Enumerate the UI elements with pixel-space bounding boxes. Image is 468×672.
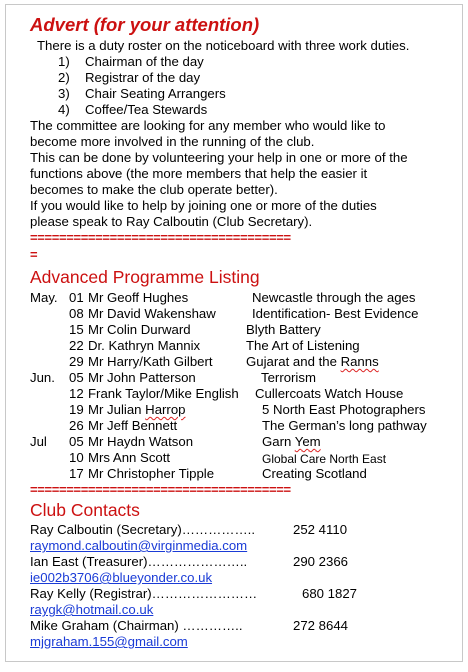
programme-topic: Blyth Battery xyxy=(246,322,321,337)
programme-topic: The Art of Listening xyxy=(246,338,360,353)
contact-phone: 680 1827 xyxy=(302,586,358,601)
programme-speaker: Mr Geoff Hughes xyxy=(88,290,189,305)
programme-speaker: Mrs Ann Scott xyxy=(88,450,171,465)
programme-title: Advanced Programme Listing xyxy=(30,267,260,287)
duty-item xyxy=(58,102,207,118)
duty-number: 3) xyxy=(58,86,70,101)
programme-day: 29 xyxy=(69,354,84,369)
programme-topic: Identification- Best Evidence xyxy=(252,306,419,321)
contact-phone: 290 2366 xyxy=(293,554,349,569)
contact-label: Ray Calboutin (Secretary)…………….. xyxy=(30,522,255,537)
separator-line: ==================================== xyxy=(30,230,291,245)
contact-phone: 272 8644 xyxy=(293,618,349,633)
programme-day: 22 xyxy=(69,338,84,353)
programme-topic-part: Garn xyxy=(262,434,295,449)
separator-line-tail: = xyxy=(30,247,38,262)
programme-speaker: Mr Harry/Kath Gilbert xyxy=(88,354,213,369)
advert-title: Advert (for your attention) xyxy=(30,14,260,35)
contact-phone: 252 4110 xyxy=(293,522,348,537)
programme-day: 10 xyxy=(69,450,84,465)
duty-number: 1) xyxy=(58,54,70,69)
advert-paragraph-line: become more involved in the running of the club. xyxy=(30,134,315,149)
programme-speaker: Mr Jeff Bennett xyxy=(88,418,178,433)
programme-day: 12 xyxy=(69,386,84,401)
programme-topic: Global Care North East xyxy=(262,452,387,466)
programme-speaker-part: Mr Julian xyxy=(88,402,146,417)
programme-day: 01 xyxy=(69,290,84,305)
duty-number: 4) xyxy=(58,102,70,117)
programme-topic xyxy=(262,434,321,450)
duty-text: Chairman of the day xyxy=(85,54,204,69)
programme-speaker: Dr. Kathryn Mannix xyxy=(88,338,201,353)
duty-number: 2) xyxy=(58,70,70,85)
programme-day: 19 xyxy=(69,402,84,417)
programme-topic xyxy=(246,354,379,370)
separator-line: ==================================== xyxy=(30,482,291,497)
programme-topic: Newcastle through the ages xyxy=(252,290,416,305)
duty-item xyxy=(58,86,226,102)
newsletter-page xyxy=(5,4,463,662)
programme-topic-part: Gujarat and the xyxy=(246,354,341,369)
duty-item xyxy=(58,70,200,86)
programme-month: May. xyxy=(30,290,58,305)
programme-speaker-part: Harrop xyxy=(145,402,186,417)
programme-speaker: Frank Taylor/Mike English xyxy=(88,386,239,401)
programme-day: 17 xyxy=(69,466,84,481)
programme-topic: The German’s long pathway xyxy=(262,418,427,433)
duty-text: Coffee/Tea Stewards xyxy=(85,102,208,117)
advert-paragraph-line: becomes to make the club operate better). xyxy=(30,182,278,197)
advert-paragraph-line: If you would like to help by joining one or more of the duties xyxy=(30,198,377,213)
programme-day: 26 xyxy=(69,418,84,433)
contact-email-link[interactable]: raymond.calboutin@virginmedia.com xyxy=(30,538,248,553)
programme-speaker: Mr Christopher Tipple xyxy=(88,466,215,481)
contact-email-link[interactable]: mjgraham.155@gmail.com xyxy=(30,634,188,649)
contact-label: Ian East (Treasurer)………………….. xyxy=(30,554,248,569)
programme-topic-part: Yem xyxy=(294,434,321,449)
advert-paragraph-line: The committee are looking for any member who would like to xyxy=(30,118,386,133)
programme-speaker: Mr David Wakenshaw xyxy=(88,306,216,321)
programme-day: 08 xyxy=(69,306,84,321)
programme-topic: 5 North East Photographers xyxy=(262,402,426,417)
programme-day: 15 xyxy=(69,322,84,337)
contact-label: Ray Kelly (Registrar)…………………… xyxy=(30,586,258,601)
programme-topic: Terrorism xyxy=(261,370,316,385)
duty-item xyxy=(58,54,204,70)
advert-paragraph-line: This can be done by volunteering your help in one or more of the xyxy=(30,150,408,165)
programme-day: 05 xyxy=(69,434,84,449)
programme-month: Jun. xyxy=(30,370,55,385)
programme-day: 05 xyxy=(69,370,84,385)
advert-intro: There is a duty roster on the noticeboard with three work duties. xyxy=(37,38,410,53)
duty-text: Registrar of the day xyxy=(85,70,201,85)
programme-speaker: Mr John Patterson xyxy=(88,370,196,385)
advert-paragraph-line: functions above (the more members that help the easier it xyxy=(30,166,368,181)
programme-topic: Cullercoats Watch House xyxy=(255,386,404,401)
duty-text: Chair Seating Arrangers xyxy=(85,86,226,101)
programme-speaker: Mr Colin Durward xyxy=(88,322,191,337)
contact-label: Mike Graham (Chairman) ………….. xyxy=(30,618,243,633)
programme-month: Jul xyxy=(30,434,47,449)
contact-email-link[interactable]: ie002b3706@blueyonder.co.uk xyxy=(30,570,213,585)
contact-email-link[interactable]: raygk@hotmail.co.uk xyxy=(30,602,154,617)
programme-topic: Creating Scotland xyxy=(262,466,367,481)
contacts-title: Club Contacts xyxy=(30,500,140,520)
programme-speaker: Mr Haydn Watson xyxy=(88,434,194,449)
programme-speaker xyxy=(88,402,185,418)
advert-paragraph-line: please speak to Ray Calboutin (Club Secretary). xyxy=(30,214,313,229)
programme-topic-part: Ranns xyxy=(340,354,379,369)
